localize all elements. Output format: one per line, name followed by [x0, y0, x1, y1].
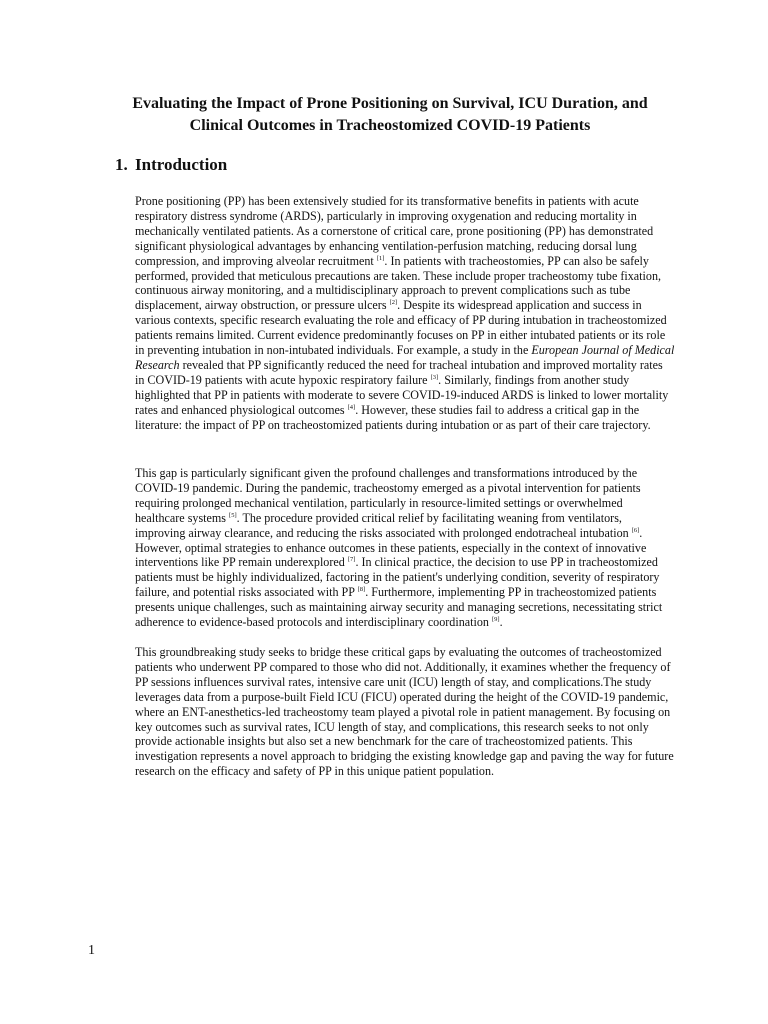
- section-title: Introduction: [135, 155, 228, 174]
- section-heading: [115, 154, 227, 176]
- text-run: . Furthermore, implementing PP in tracheostomized patients presents unique challenges, such as maintaining airway security and managing secretions, necessitating strict adherence to evidence-based protocols and interdisciplinary coordination: [135, 585, 663, 630]
- paragraph-2: [135, 466, 675, 630]
- text-run: . The procedure provided critical relief by facilitating weaning from ventilators, improving airway clearance, and reducing the risks associated with prolonged endotracheal intubation: [135, 510, 629, 540]
- citation-ref: [1]: [376, 254, 385, 262]
- text-run: . Similarly, findings from another study highlighted that PP in patients with moderate to severe COVID-19-induced ARDS is linked to lower mortality rates and enhanced physiological outcomes: [135, 372, 669, 417]
- page-number: 1: [88, 943, 95, 958]
- text-run: . Despite its widespread application and success in various contexts, specific research evaluating the role and efficacy of PP during intubation in tracheostomized patients remains limited. Current evidence predominantly focuses on PP in either intubated patients or its role in preventing intubation in non-intubated individuals. For example, a study in the: [135, 298, 667, 358]
- text-run: . In clinical practice, the decision to use PP in tracheostomized patients must be highly individualized, factoring in the patient's underlying condition, severity of respiratory failure, and potential risks associated with PP: [135, 555, 660, 600]
- text-run: Prone positioning (PP) has been extensively studied for its transformative benefits in patients with acute respiratory distress syndrome (ARDS), particularly in improving oxygenation and reducing mortality in mechanically ventilated patients. As a cornerstone of critical care, prone positioning (PP) has demonstrated significant physiological advantages by enhancing ventilation-perfusion matching, reducing dorsal lung compression, and improving alveolar recruitment: [135, 194, 654, 268]
- citation-ref: [4]: [347, 403, 356, 411]
- paragraph-3-text: This groundbreaking study seeks to bridge these critical gaps by evaluating the outcomes of tracheostomized patients who underwent PP compared to those who did not. Additionally, it examines whether the frequency of PP sessions influences survival rates, intensive care unit (ICU) length of stay, and complications.The study leverages data from a purpose-built Field ICU (FICU) operated during the height of the COVID-19 pandemic, where an ENT-anesthetics-led tracheostomy team played a pivotal role in patient management. By focusing on key outcomes such as survival rates, ICU length of stay, and complications, this research seeks to not only provide actionable insights but also set a new benchmark for the care of tracheostomized patients. This investigation represents a novel approach to bridging the existing knowledge gap and paving the way for future research on the efficacy and safety of PP in this unique patient population.: [135, 645, 674, 779]
- text-run: .: [499, 615, 503, 630]
- text-run: revealed that PP significantly reduced the need for tracheal intubation and improved mortality rates in COVID-19 patients with acute hypoxic respiratory failure: [135, 357, 663, 387]
- citation-ref: [8]: [357, 586, 366, 594]
- text-run: . In patients with tracheostomies, PP can also be safely performed, provided that meticulous precautions are taken. These include proper tracheostomy tube fixation, continuous airway monitoring, and a multidisciplinary approach to prevent complications such as tube displacement, airway obstruction, or pressure ulcers: [135, 253, 662, 313]
- paragraph-1: [135, 194, 675, 433]
- citation-ref: [5]: [229, 511, 237, 519]
- paragraph-3: [135, 645, 675, 779]
- paper-title: Evaluating the Impact of Prone Positioning on Survival, ICU Duration, and Clinical Outcomes in Tracheostomized COVID-19 Patients: [132, 95, 648, 134]
- text-run: . However, optimal strategies to enhance outcomes in these patients, especially in the context of innovative interventions like PP remain underexplored: [135, 525, 647, 570]
- journal-name: European Journal of Medical Research: [135, 343, 675, 372]
- citation-ref: [2]: [389, 299, 398, 307]
- citation-ref: [3]: [430, 373, 439, 381]
- paragraph-2-text: [135, 466, 675, 630]
- citation-ref: [6]: [631, 526, 640, 534]
- citation-ref: [7]: [347, 556, 356, 564]
- paragraph-1-text: [135, 194, 675, 433]
- text-run: . However, these studies fail to address a critical gap in the literature: the impact of PP on tracheostomized patients during intubation or as part of their care trajectory.: [135, 402, 651, 432]
- section-number: 1.: [115, 155, 128, 174]
- citation-ref: [9]: [491, 616, 500, 624]
- text-run: This gap is particularly significant given the profound challenges and transformations introduced by the COVID-19 pandemic. During the pandemic, tracheostomy emerged as a pivotal intervention for patients requiring prolonged mechanical ventilation, particularly in resource-limited settings or overwhelmed healthcare systems: [135, 466, 641, 525]
